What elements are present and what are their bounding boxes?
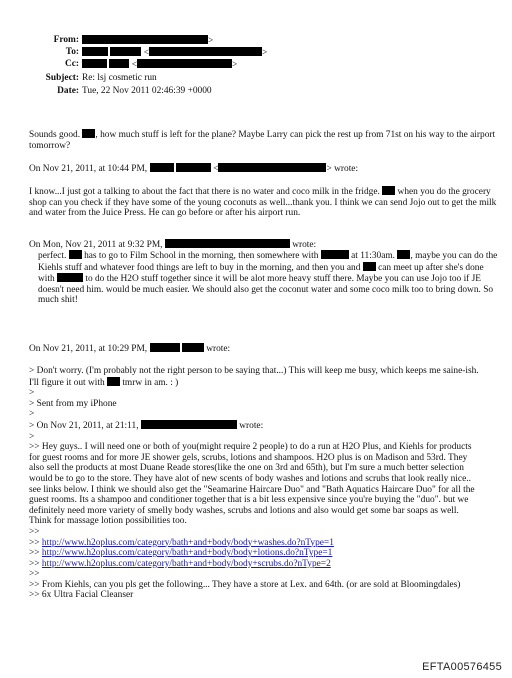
document-id: EFTA00576455	[422, 661, 502, 673]
subject-value: Re: lsj cosmetic run	[82, 73, 157, 83]
from-label: From:	[53, 35, 79, 45]
link-row-3: >> http://www.h2oplus.com/category/bath+and+body/body+scrubs.do?nType=2	[29, 558, 331, 569]
quote2-header: On Mon, Nov 21, 2011 at 9:32 PM, wrote:	[29, 240, 317, 250]
reply-body	[29, 129, 497, 151]
reply-text: Sounds good. , how much stuff is left for the plane? Maybe Larry can pick the rest up from 71st on his way to the airport tomorrow?	[29, 130, 496, 151]
cc-label: Cc:	[64, 59, 79, 69]
quote1-header: On Nov 21, 2011, at 10:44 PM, < > wrote:	[29, 164, 359, 174]
quote1-body: I know...I just got a talking to about the fact that there is no water and coco milk in the fridge. when you do the grocery shop can you check if they have some of the young coconuts as well...thank you. I think we can send Jojo out to get the milk and water from the Juice Press. He can go before or after his airport run.	[29, 187, 497, 219]
to-value: < >	[82, 47, 267, 59]
link-row-1: >> http://www.h2oplus.com/category/bath+and+body/body+washes.do?nType=1	[29, 537, 334, 548]
link-row-2: >> http://www.h2oplus.com/category/bath+and+body/body+lotions.do?nType=1	[29, 548, 333, 559]
to-label: To:	[65, 47, 79, 57]
date-value: Tue, 22 Nov 2011 02:46:39 +0000	[82, 86, 212, 96]
date-label: Date:	[57, 86, 79, 96]
quote2-body: perfect. has to go to Film School in the morning, then somewhere with at 11:30am. , maybe you can do the Kiehls stuff and whatever food things are left to buy in the morning, and then you and can meet up after she's done with to do the H2O stuff together since it will be alot more heavy stuff there. Maybe you can use Jojo too if JE doesn't need him. would be much easier. We should also get the coconut water and some coco milk too to bring down. So much shit!	[38, 251, 498, 306]
quote3-header: On Nov 21, 2011, at 10:29 PM, wrote:	[29, 344, 231, 354]
product-link-2[interactable]: http://www.h2oplus.com/category/bath+and+body/body+lotions.do?nType=1	[41, 548, 333, 559]
product-link-1[interactable]: http://www.h2oplus.com/category/bath+and+body/body+washes.do?nType=1	[41, 537, 334, 548]
quote3-body: > Don't worry. (I'm probably not the right person to be saying that...) This will keep me busy, which keeps me saine-ish. I'll figure it out with tmrw in am. : ) > > Sent from my iPhone > > On Nov 21, 2011, at 21:11, wrote: > >> Hey guys.. I will need one or both of you(might require 2 people) to do a run at H2O Plus, and Kiehls for products for guest rooms and for more JE shower gels, scrubs, lotions and shampoos. H2O plus is on Madison and 53rd. They also sell the products at most Duane Reade stores(like the one on 3rd and 65th), but I'm sure a much better selection would be to go to the store. They have alot of new scents of body washes and lotions and scrubs that look really nice.. see links below. I think we should also get the "Seamarine Haircare Duo" and "Bath Aquatics Haircare Duo" for all the guest rooms. Its a shampoo and conditioner together that is a bit less expensive since you're buying the "duo". but we definitely need more variety of smelly body washes, scrubs and lotions and also would get some bar soaps as well. Think for massage lotion possibilities too. >> >> http://www.h2oplus.com/category/bath+and+body/body+washes.do?nType=1 >> http://www.h2oplus.com/category/bath+and+body/body+lotions.do?nType=1 >> http://www.h2oplus.com/category/bath+and+body/body+scrubs.do?nType=2 >> >> From Kiehls, can you pls get the following... They have a store at Lex. and 64th. (or are sold at Bloomingdales) >> 6x Ultra Facial Cleanser	[29, 366, 479, 601]
request-text: >> Hey guys.. I will need one or both of you(might require 2 people) to do a run at H2O Plus, and Kiehls for products for guest rooms and for more JE shower gels, scrubs, lotions and shampoos. H2O plus is on Madison and 53rd. They also sell the products at most Duane Reade stores(like the one on 3rd and 65th), but I'm sure a much better selection would be to go to the store. They have alot of new scents of body washes and lotions and scrubs that look really nice.. see links below. I think we should also get the "Seamarine Haircare Duo" and "Bath Aquatics Haircare Duo" for all the guest rooms. Its a shampoo and conditioner together that is a bit less expensive since you're buying the "duo". but we definitely need more variety of smelly body washes, scrubs and lotions and also would get some bar soaps as well. Think for massage lotion possibilities too.	[29, 442, 475, 527]
kiehls-text: >> From Kiehls, can you pls get the following... They have a store at Lex. and 64th. (or are sold at Bloomingdales)	[29, 579, 461, 590]
product-link-3[interactable]: http://www.h2oplus.com/category/bath+and+body/body+scrubs.do?nType=2	[41, 558, 331, 569]
cc-value: < >	[82, 59, 237, 71]
from-value: >	[82, 35, 213, 47]
item-1: >> 6x Ultra Facial Cleanser	[29, 590, 134, 601]
subject-label: Subject:	[45, 73, 79, 83]
